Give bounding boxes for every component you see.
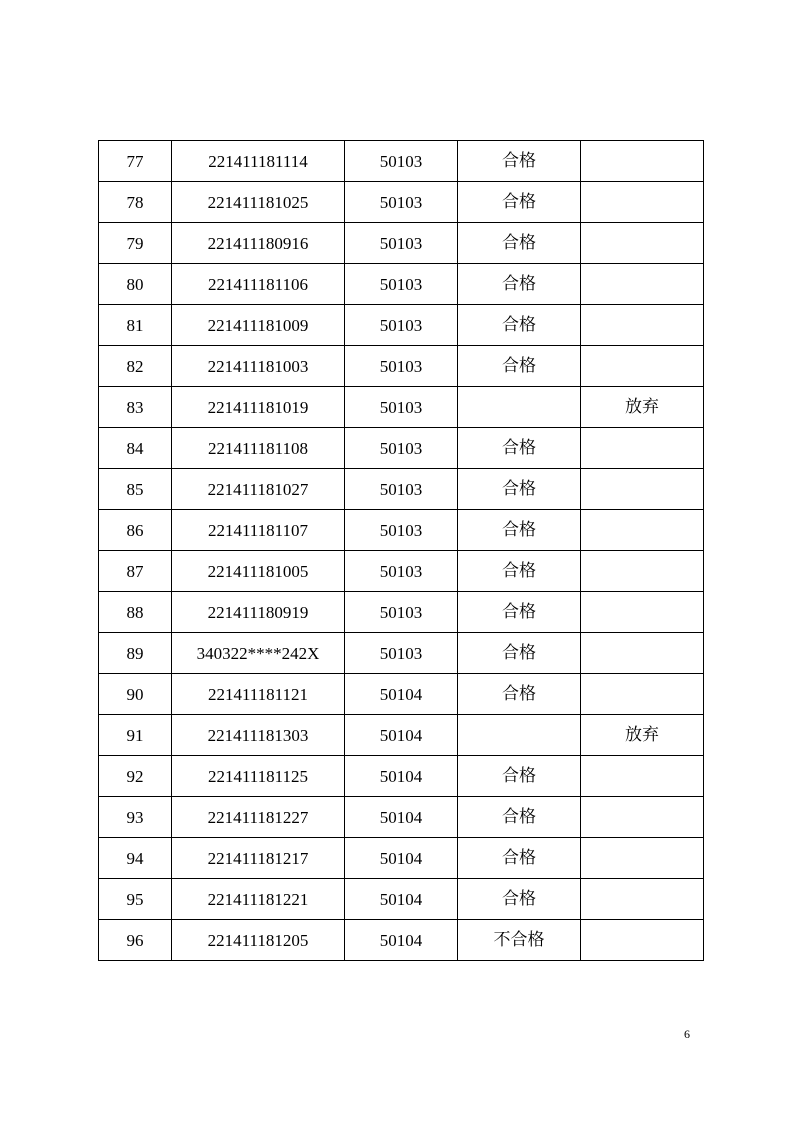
id-cell: 221411181221 <box>172 879 345 920</box>
seq-cell: 94 <box>99 838 172 879</box>
table-row <box>99 633 704 674</box>
note-cell <box>581 674 704 715</box>
result-cell: 合格 <box>458 633 581 674</box>
code-cell: 50103 <box>345 141 458 182</box>
table-row <box>99 797 704 838</box>
id-cell: 221411181027 <box>172 469 345 510</box>
seq-cell: 78 <box>99 182 172 223</box>
result-cell: 合格 <box>458 797 581 838</box>
note-cell <box>581 510 704 551</box>
table-row <box>99 387 704 428</box>
note-cell <box>581 879 704 920</box>
note-cell <box>581 346 704 387</box>
note-cell <box>581 551 704 592</box>
seq-cell: 92 <box>99 756 172 797</box>
id-cell: 221411181107 <box>172 510 345 551</box>
seq-cell: 85 <box>99 469 172 510</box>
code-cell: 50104 <box>345 674 458 715</box>
code-cell: 50103 <box>345 551 458 592</box>
code-cell: 50104 <box>345 797 458 838</box>
result-cell: 合格 <box>458 141 581 182</box>
seq-cell: 95 <box>99 879 172 920</box>
seq-cell: 86 <box>99 510 172 551</box>
code-cell: 50103 <box>345 469 458 510</box>
id-cell: 221411181003 <box>172 346 345 387</box>
code-cell: 50104 <box>345 920 458 961</box>
id-cell: 221411181106 <box>172 264 345 305</box>
result-cell: 合格 <box>458 674 581 715</box>
result-cell: 合格 <box>458 879 581 920</box>
result-cell: 合格 <box>458 346 581 387</box>
id-cell: 221411181303 <box>172 715 345 756</box>
result-cell: 合格 <box>458 510 581 551</box>
table-row <box>99 469 704 510</box>
result-cell: 合格 <box>458 551 581 592</box>
id-cell: 221411181009 <box>172 305 345 346</box>
results-table <box>98 140 704 961</box>
table-row <box>99 264 704 305</box>
note-cell <box>581 797 704 838</box>
code-cell: 50103 <box>345 633 458 674</box>
id-cell: 340322****242X <box>172 633 345 674</box>
note-cell <box>581 264 704 305</box>
result-cell: 合格 <box>458 469 581 510</box>
table-row <box>99 551 704 592</box>
note-cell <box>581 592 704 633</box>
code-cell: 50104 <box>345 879 458 920</box>
seq-cell: 80 <box>99 264 172 305</box>
table-row <box>99 592 704 633</box>
code-cell: 50103 <box>345 223 458 264</box>
seq-cell: 88 <box>99 592 172 633</box>
code-cell: 50103 <box>345 182 458 223</box>
id-cell: 221411181205 <box>172 920 345 961</box>
note-cell <box>581 223 704 264</box>
note-cell <box>581 756 704 797</box>
id-cell: 221411181025 <box>172 182 345 223</box>
seq-cell: 81 <box>99 305 172 346</box>
id-cell: 221411181114 <box>172 141 345 182</box>
code-cell: 50104 <box>345 756 458 797</box>
id-cell: 221411180916 <box>172 223 345 264</box>
result-cell: 不合格 <box>458 920 581 961</box>
table-row <box>99 510 704 551</box>
seq-cell: 84 <box>99 428 172 469</box>
code-cell: 50103 <box>345 387 458 428</box>
note-cell <box>581 141 704 182</box>
table-body <box>99 141 704 961</box>
table-row <box>99 838 704 879</box>
table-row <box>99 920 704 961</box>
page-number: 6 <box>684 1027 690 1041</box>
table-row <box>99 428 704 469</box>
table-row <box>99 756 704 797</box>
seq-cell: 91 <box>99 715 172 756</box>
note-cell <box>581 182 704 223</box>
result-cell <box>458 715 581 756</box>
seq-cell: 79 <box>99 223 172 264</box>
id-cell: 221411180919 <box>172 592 345 633</box>
table-row <box>99 674 704 715</box>
id-cell: 221411181005 <box>172 551 345 592</box>
note-cell <box>581 920 704 961</box>
result-cell: 合格 <box>458 838 581 879</box>
code-cell: 50104 <box>345 715 458 756</box>
code-cell: 50103 <box>345 305 458 346</box>
note-cell: 放弃 <box>581 715 704 756</box>
note-cell <box>581 838 704 879</box>
code-cell: 50103 <box>345 510 458 551</box>
code-cell: 50103 <box>345 592 458 633</box>
code-cell: 50103 <box>345 428 458 469</box>
id-cell: 221411181019 <box>172 387 345 428</box>
result-cell: 合格 <box>458 756 581 797</box>
id-cell: 221411181227 <box>172 797 345 838</box>
seq-cell: 93 <box>99 797 172 838</box>
result-cell: 合格 <box>458 592 581 633</box>
seq-cell: 77 <box>99 141 172 182</box>
result-cell: 合格 <box>458 305 581 346</box>
result-cell: 合格 <box>458 428 581 469</box>
table-row <box>99 305 704 346</box>
table-row <box>99 879 704 920</box>
note-cell <box>581 633 704 674</box>
seq-cell: 87 <box>99 551 172 592</box>
note-cell: 放弃 <box>581 387 704 428</box>
seq-cell: 89 <box>99 633 172 674</box>
code-cell: 50103 <box>345 264 458 305</box>
id-cell: 221411181125 <box>172 756 345 797</box>
result-cell: 合格 <box>458 182 581 223</box>
result-cell: 合格 <box>458 223 581 264</box>
table-row <box>99 223 704 264</box>
code-cell: 50103 <box>345 346 458 387</box>
seq-cell: 90 <box>99 674 172 715</box>
id-cell: 221411181108 <box>172 428 345 469</box>
seq-cell: 83 <box>99 387 172 428</box>
table-row <box>99 346 704 387</box>
note-cell <box>581 428 704 469</box>
code-cell: 50104 <box>345 838 458 879</box>
table-row <box>99 182 704 223</box>
seq-cell: 96 <box>99 920 172 961</box>
note-cell <box>581 469 704 510</box>
id-cell: 221411181121 <box>172 674 345 715</box>
id-cell: 221411181217 <box>172 838 345 879</box>
note-cell <box>581 305 704 346</box>
table-row <box>99 715 704 756</box>
seq-cell: 82 <box>99 346 172 387</box>
result-cell <box>458 387 581 428</box>
table-row <box>99 141 704 182</box>
result-cell: 合格 <box>458 264 581 305</box>
